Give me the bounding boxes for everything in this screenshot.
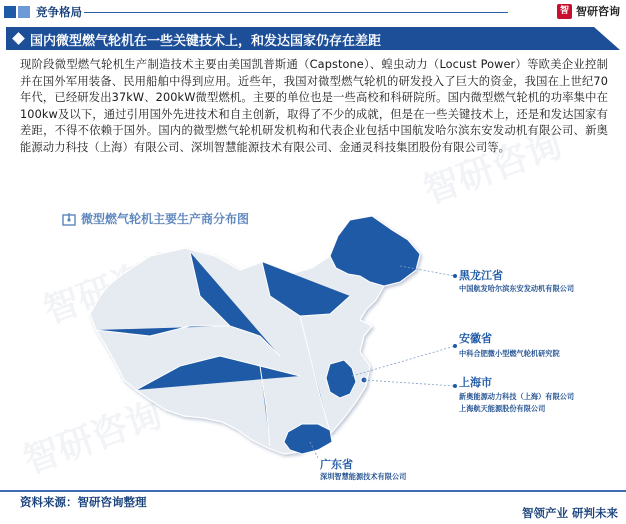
map-section <box>0 196 626 490</box>
slogan: 智领产业 研判未来 <box>521 506 618 520</box>
source-note: 资料来源：智研咨询整理 <box>20 495 147 509</box>
company-label: 中科合肥微小型燃气轮机研究院 <box>459 349 560 358</box>
map-title: 微型燃气轮机主要生产商分布图 <box>81 212 250 226</box>
banner-tail <box>594 27 620 50</box>
company-label: 深圳智慧能源技术有限公司 <box>320 472 407 481</box>
top-bar <box>0 0 626 22</box>
body-paragraph: 现阶段微型燃气轮机生产制造技术主要由美国凯普斯通（Capstone）、蝗虫动力（Locust Power）等欧美企业控制并在国外军用装备、民用船舶中得到应用。近些年，我国对微型燃气轮机的研发投入了巨大的资金，我国在上世纪70年代，已经研发出37kW、200kW微型燃机。主要的单位也是一些高校和科研院所。国内微型燃气轮机的功率集中在100kw及以下，通过引用国外先进技术和自主创新，取得了不少的成就，但是在一些关键技术上，还是和发达国家有差距，不得不依赖于国外。国内的微型燃气轮机研发机构和代表企业包括中国航发哈尔滨东安发动机有限公司、新奥能源动力科技（上海）有限公司、深圳智慧能源技术有限公司、金通灵科技集团股份有限公司等。 <box>20 58 608 154</box>
map-pin-icon <box>62 212 76 226</box>
title-banner <box>6 27 620 50</box>
section-header <box>4 4 82 20</box>
region-label-anhui: 安徽省 <box>459 332 492 345</box>
watermark: 智研咨询 <box>418 124 568 213</box>
brand-logo-icon: 智 <box>557 4 572 19</box>
region-label-shanghai: 上海市 <box>459 376 492 389</box>
page-title: 国内微型燃气轮机在一些关键技术上，和发达国家仍存在差距 <box>30 34 382 49</box>
watermark: 智研咨询 <box>18 394 168 483</box>
company-label: 新奥能源动力科技（上海）有限公司 <box>459 392 575 401</box>
square-icon <box>18 6 30 18</box>
china-map <box>0 196 626 490</box>
leader-dots <box>453 274 457 388</box>
brand <box>557 3 620 19</box>
square-icon <box>4 6 16 18</box>
footer-divider <box>0 490 626 492</box>
divider <box>84 12 508 13</box>
brand-name: 智研咨询 <box>576 5 620 18</box>
region-label-heilongjiang: 黑龙江省 <box>459 269 503 282</box>
section-label: 竞争格局 <box>36 5 82 19</box>
diamond-icon <box>12 32 25 45</box>
region-label-guangdong: 广东省 <box>320 458 353 471</box>
company-label: 上海航天能源股份有限公司 <box>459 404 546 413</box>
map-header <box>62 210 249 227</box>
company-label: 中国航发哈尔滨东安发动机有限公司 <box>459 284 575 293</box>
